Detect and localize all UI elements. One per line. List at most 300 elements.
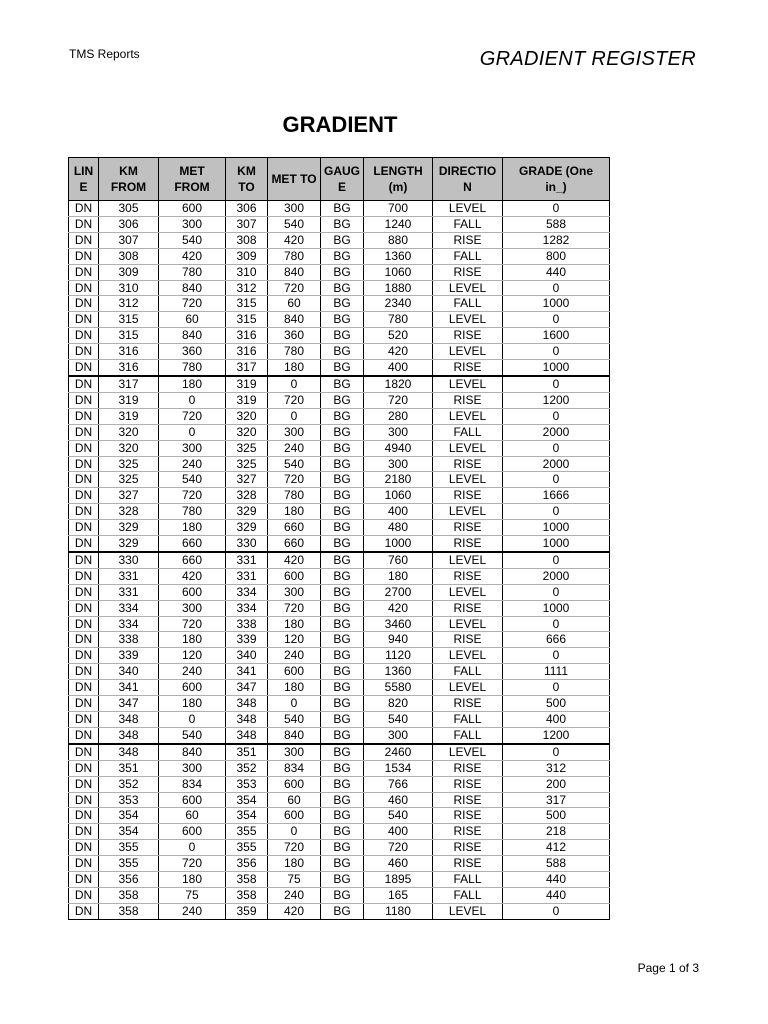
table-cell: 327 (226, 472, 268, 488)
table-cell: 600 (159, 680, 226, 696)
table-cell: 0 (503, 312, 610, 328)
table-cell: 1240 (364, 216, 433, 232)
table-cell: 840 (268, 727, 321, 743)
table-cell: 0 (268, 824, 321, 840)
table-cell: 180 (159, 696, 226, 712)
table-cell: DN (69, 744, 99, 760)
table-cell: DN (69, 248, 99, 264)
table-cell: 120 (268, 632, 321, 648)
table-cell: 218 (503, 824, 610, 840)
table-row (69, 376, 610, 392)
table-cell: 1360 (364, 664, 433, 680)
table-cell: FALL (433, 872, 503, 888)
table-row (69, 296, 610, 312)
table-row (69, 360, 610, 376)
table-cell: 440 (503, 872, 610, 888)
table-cell: 329 (226, 520, 268, 536)
table-cell: 660 (159, 552, 226, 568)
table-header-row (69, 158, 610, 201)
table-cell: 310 (99, 280, 159, 296)
table-cell: DN (69, 552, 99, 568)
table-cell: 820 (364, 696, 433, 712)
table-cell: FALL (433, 712, 503, 728)
table-cell: 1282 (503, 232, 610, 248)
table-cell: 300 (159, 440, 226, 456)
table-cell: 308 (226, 232, 268, 248)
table-cell: 440 (503, 887, 610, 903)
table-cell: 300 (159, 760, 226, 776)
table-cell: 780 (268, 488, 321, 504)
table-cell: 540 (364, 712, 433, 728)
table-cell: BG (321, 440, 364, 456)
table-cell: 400 (364, 504, 433, 520)
table-cell: 334 (99, 616, 159, 632)
table-cell: LEVEL (433, 376, 503, 392)
column-header: DIRECTIO N (433, 158, 503, 201)
table-row (69, 520, 610, 536)
table-cell: 0 (503, 472, 610, 488)
table-cell: 540 (159, 232, 226, 248)
table-cell: 312 (226, 280, 268, 296)
table-row (69, 887, 610, 903)
table-cell: 600 (268, 776, 321, 792)
table-cell: 834 (159, 776, 226, 792)
table-cell: 355 (226, 840, 268, 856)
table-cell: 60 (268, 296, 321, 312)
table-cell: 240 (159, 903, 226, 919)
table-cell: BG (321, 648, 364, 664)
table-cell: 0 (159, 424, 226, 440)
table-cell: 400 (364, 824, 433, 840)
table-cell: DN (69, 280, 99, 296)
table-cell: 600 (159, 584, 226, 600)
table-cell: 0 (503, 648, 610, 664)
table-cell: 520 (364, 328, 433, 344)
table-cell: 400 (503, 712, 610, 728)
table-cell: 316 (99, 344, 159, 360)
table-cell: 0 (503, 552, 610, 568)
table-cell: 312 (99, 296, 159, 312)
table-cell: 348 (99, 727, 159, 743)
table-cell: 840 (268, 312, 321, 328)
table-cell: LEVEL (433, 201, 503, 217)
table-cell: 60 (268, 792, 321, 808)
table-cell: BG (321, 696, 364, 712)
table-cell: 360 (268, 328, 321, 344)
table-cell: 319 (226, 392, 268, 408)
table-cell: RISE (433, 232, 503, 248)
table-cell: 331 (99, 568, 159, 584)
table-cell: DN (69, 408, 99, 424)
table-row (69, 424, 610, 440)
table-cell: 1120 (364, 648, 433, 664)
table-cell: 2000 (503, 456, 610, 472)
table-cell: 165 (364, 887, 433, 903)
table-cell: 316 (226, 344, 268, 360)
table-cell: 720 (268, 600, 321, 616)
table-cell: 840 (159, 280, 226, 296)
table-cell: LEVEL (433, 680, 503, 696)
table-cell: 420 (268, 552, 321, 568)
table-row (69, 680, 610, 696)
table-cell: 315 (226, 296, 268, 312)
page-title: GRADIENT (282, 112, 398, 137)
table-cell: 0 (503, 440, 610, 456)
table-row (69, 280, 610, 296)
table-row (69, 344, 610, 360)
table-cell: DN (69, 616, 99, 632)
table-cell: DN (69, 344, 99, 360)
table-cell: BG (321, 616, 364, 632)
table-cell: 315 (226, 312, 268, 328)
table-cell: 331 (226, 568, 268, 584)
table-row (69, 584, 610, 600)
table-cell: 348 (99, 712, 159, 728)
table-cell: FALL (433, 664, 503, 680)
table-cell: 240 (268, 648, 321, 664)
table-cell: BG (321, 792, 364, 808)
table-cell: 308 (99, 248, 159, 264)
table-cell: 334 (226, 584, 268, 600)
table-cell: DN (69, 456, 99, 472)
table-cell: BG (321, 408, 364, 424)
table-row (69, 232, 610, 248)
table-cell: BG (321, 776, 364, 792)
table-cell: 200 (503, 776, 610, 792)
table-cell: BG (321, 392, 364, 408)
table-cell: DN (69, 232, 99, 248)
table-cell: 352 (99, 776, 159, 792)
table-cell: RISE (433, 520, 503, 536)
table-cell: 348 (226, 712, 268, 728)
table-cell: 317 (226, 360, 268, 376)
table-cell: 720 (268, 840, 321, 856)
table-cell: 0 (503, 344, 610, 360)
table-cell: FALL (433, 887, 503, 903)
table-cell: BG (321, 456, 364, 472)
table-cell: 1000 (503, 536, 610, 552)
table-cell: 720 (159, 488, 226, 504)
table-cell: 588 (503, 216, 610, 232)
table-cell: 660 (268, 520, 321, 536)
table-cell: LEVEL (433, 552, 503, 568)
report-source-label: TMS Reports (69, 47, 140, 61)
page-number: Page 1 of 3 (637, 961, 699, 975)
table-cell: 330 (99, 552, 159, 568)
table-cell: 0 (503, 376, 610, 392)
table-cell: 320 (99, 424, 159, 440)
table-cell: 60 (159, 312, 226, 328)
table-cell: 720 (159, 296, 226, 312)
table-cell: 340 (99, 664, 159, 680)
table-cell: 0 (159, 392, 226, 408)
table-cell: 340 (226, 648, 268, 664)
table-cell: 412 (503, 840, 610, 856)
table-cell: 0 (268, 696, 321, 712)
table-cell: 766 (364, 776, 433, 792)
table-cell: RISE (433, 536, 503, 552)
table-row (69, 808, 610, 824)
table-cell: 0 (503, 504, 610, 520)
table-cell: 334 (99, 600, 159, 616)
table-cell: 354 (226, 792, 268, 808)
table-cell: BG (321, 680, 364, 696)
table-cell: 1000 (364, 536, 433, 552)
table-cell: 2180 (364, 472, 433, 488)
table-cell: 600 (268, 808, 321, 824)
table-cell: 588 (503, 856, 610, 872)
table-cell: RISE (433, 264, 503, 280)
table-cell: FALL (433, 296, 503, 312)
table-cell: 1000 (503, 360, 610, 376)
table-cell: 1200 (503, 392, 610, 408)
table-cell: 180 (268, 360, 321, 376)
table-cell: 0 (503, 280, 610, 296)
table-cell: 660 (159, 536, 226, 552)
table-cell: DN (69, 568, 99, 584)
table-cell: 540 (268, 456, 321, 472)
table-cell: 317 (503, 792, 610, 808)
table-cell: 720 (364, 840, 433, 856)
table-cell: 0 (503, 408, 610, 424)
table-cell: 420 (159, 248, 226, 264)
table-cell: LEVEL (433, 648, 503, 664)
table-cell: 309 (226, 248, 268, 264)
table-row (69, 760, 610, 776)
table-cell: DN (69, 536, 99, 552)
table-cell: 300 (268, 744, 321, 760)
table-cell: 180 (159, 632, 226, 648)
table-cell: 360 (159, 344, 226, 360)
table-row (69, 840, 610, 856)
table-cell: 315 (99, 312, 159, 328)
table-cell: LEVEL (433, 903, 503, 919)
table-cell: DN (69, 727, 99, 743)
table-cell: 420 (159, 568, 226, 584)
table-cell: 355 (99, 840, 159, 856)
table-cell: 240 (159, 456, 226, 472)
table-cell: BG (321, 248, 364, 264)
table-cell: DN (69, 264, 99, 280)
table-row (69, 632, 610, 648)
table-cell: DN (69, 376, 99, 392)
table-cell: 1000 (503, 296, 610, 312)
table-cell: BG (321, 568, 364, 584)
table-row (69, 696, 610, 712)
table-cell: 300 (364, 424, 433, 440)
table-cell: BG (321, 536, 364, 552)
table-cell: 240 (268, 887, 321, 903)
table-cell: 600 (268, 568, 321, 584)
table-cell: 0 (503, 680, 610, 696)
table-cell: 354 (99, 808, 159, 824)
table-cell: BG (321, 424, 364, 440)
table-cell: 1895 (364, 872, 433, 888)
table-cell: BG (321, 887, 364, 903)
table-cell: 400 (364, 360, 433, 376)
column-header: MET FROM (159, 158, 226, 201)
table-cell: 325 (99, 472, 159, 488)
table-cell: BG (321, 280, 364, 296)
table-cell: RISE (433, 568, 503, 584)
table-cell: 1666 (503, 488, 610, 504)
table-cell: RISE (433, 808, 503, 824)
table-cell: DN (69, 472, 99, 488)
table-cell: 353 (226, 776, 268, 792)
table-cell: RISE (433, 392, 503, 408)
table-row (69, 872, 610, 888)
table-cell: BG (321, 664, 364, 680)
table-cell: 1880 (364, 280, 433, 296)
table-cell: DN (69, 872, 99, 888)
table-row (69, 727, 610, 743)
table-cell: 760 (364, 552, 433, 568)
table-cell: DN (69, 696, 99, 712)
table-cell: DN (69, 840, 99, 856)
table-cell: 2700 (364, 584, 433, 600)
table-cell: BG (321, 328, 364, 344)
table-cell: DN (69, 776, 99, 792)
table-cell: 307 (99, 232, 159, 248)
table-cell: BG (321, 727, 364, 743)
table-cell: DN (69, 216, 99, 232)
column-header: KM TO (226, 158, 268, 201)
table-cell: 351 (99, 760, 159, 776)
table-cell: 120 (159, 648, 226, 664)
table-cell: 5580 (364, 680, 433, 696)
table-cell: 331 (99, 584, 159, 600)
table-cell: 306 (99, 216, 159, 232)
table-cell: 440 (503, 264, 610, 280)
table-cell: 880 (364, 232, 433, 248)
table-cell: BG (321, 216, 364, 232)
table-cell: 500 (503, 696, 610, 712)
table-cell: 325 (226, 456, 268, 472)
table-row (69, 504, 610, 520)
table-cell: BG (321, 472, 364, 488)
table-cell: RISE (433, 776, 503, 792)
table-cell: BG (321, 872, 364, 888)
table-cell: 356 (99, 872, 159, 888)
table-cell: BG (321, 856, 364, 872)
table-cell: 351 (226, 744, 268, 760)
table-cell: DN (69, 201, 99, 217)
table-cell: 329 (99, 520, 159, 536)
table-cell: 840 (159, 328, 226, 344)
table-row (69, 536, 610, 552)
table-cell: DN (69, 680, 99, 696)
table-cell: 300 (268, 424, 321, 440)
table-cell: DN (69, 312, 99, 328)
table-row (69, 264, 610, 280)
table-cell: BG (321, 201, 364, 217)
table-cell: 300 (364, 727, 433, 743)
table-row (69, 216, 610, 232)
table-cell: LEVEL (433, 408, 503, 424)
table-row (69, 792, 610, 808)
table-cell: FALL (433, 727, 503, 743)
table-cell: LEVEL (433, 440, 503, 456)
table-cell: 780 (159, 264, 226, 280)
column-header: GRADE (One in_) (503, 158, 610, 201)
table-cell: 60 (159, 808, 226, 824)
table-cell: BG (321, 744, 364, 760)
table-row (69, 552, 610, 568)
table-cell: 720 (268, 280, 321, 296)
table-cell: 330 (226, 536, 268, 552)
table-cell: 0 (503, 616, 610, 632)
table-row (69, 648, 610, 664)
table-cell: DN (69, 792, 99, 808)
table-row (69, 664, 610, 680)
table-cell: 1180 (364, 903, 433, 919)
table-cell: 348 (226, 696, 268, 712)
table-cell: 320 (226, 424, 268, 440)
table-cell: 840 (159, 744, 226, 760)
table-cell: 700 (364, 201, 433, 217)
table-cell: DN (69, 584, 99, 600)
report-title: GRADIENT REGISTER (479, 48, 696, 70)
table-cell: LEVEL (433, 344, 503, 360)
table-cell: 319 (99, 408, 159, 424)
table-cell: 310 (226, 264, 268, 280)
table-cell: 348 (99, 744, 159, 760)
table-cell: 305 (99, 201, 159, 217)
table-cell: 309 (99, 264, 159, 280)
table-row (69, 600, 610, 616)
table-row (69, 616, 610, 632)
table-cell: DN (69, 648, 99, 664)
table-cell: 940 (364, 632, 433, 648)
table-cell: LEVEL (433, 744, 503, 760)
table-cell: DN (69, 600, 99, 616)
table-row (69, 392, 610, 408)
table-cell: 359 (226, 903, 268, 919)
table-cell: 316 (226, 328, 268, 344)
table-cell: 840 (268, 264, 321, 280)
table-cell: 315 (99, 328, 159, 344)
table-cell: 307 (226, 216, 268, 232)
table-cell: 666 (503, 632, 610, 648)
table-body (69, 201, 610, 920)
table-cell: BG (321, 232, 364, 248)
table-cell: DN (69, 887, 99, 903)
table-cell: 780 (159, 504, 226, 520)
table-cell: 600 (159, 824, 226, 840)
table-cell: 1000 (503, 600, 610, 616)
table-cell: 348 (226, 727, 268, 743)
table-cell: 353 (99, 792, 159, 808)
table-cell: 75 (159, 887, 226, 903)
gradient-table (68, 157, 610, 920)
table-cell: RISE (433, 600, 503, 616)
table-cell: BG (321, 376, 364, 392)
table-cell: 240 (268, 440, 321, 456)
table-row (69, 312, 610, 328)
table-cell: 180 (268, 856, 321, 872)
table-cell: 420 (364, 600, 433, 616)
table-row (69, 903, 610, 919)
table-cell: FALL (433, 216, 503, 232)
table-cell: 352 (226, 760, 268, 776)
table-cell: 1111 (503, 664, 610, 680)
table-cell: DN (69, 504, 99, 520)
table-cell: 358 (99, 887, 159, 903)
table-cell: RISE (433, 360, 503, 376)
table-row (69, 328, 610, 344)
table-cell: BG (321, 360, 364, 376)
table-cell: 600 (268, 664, 321, 680)
